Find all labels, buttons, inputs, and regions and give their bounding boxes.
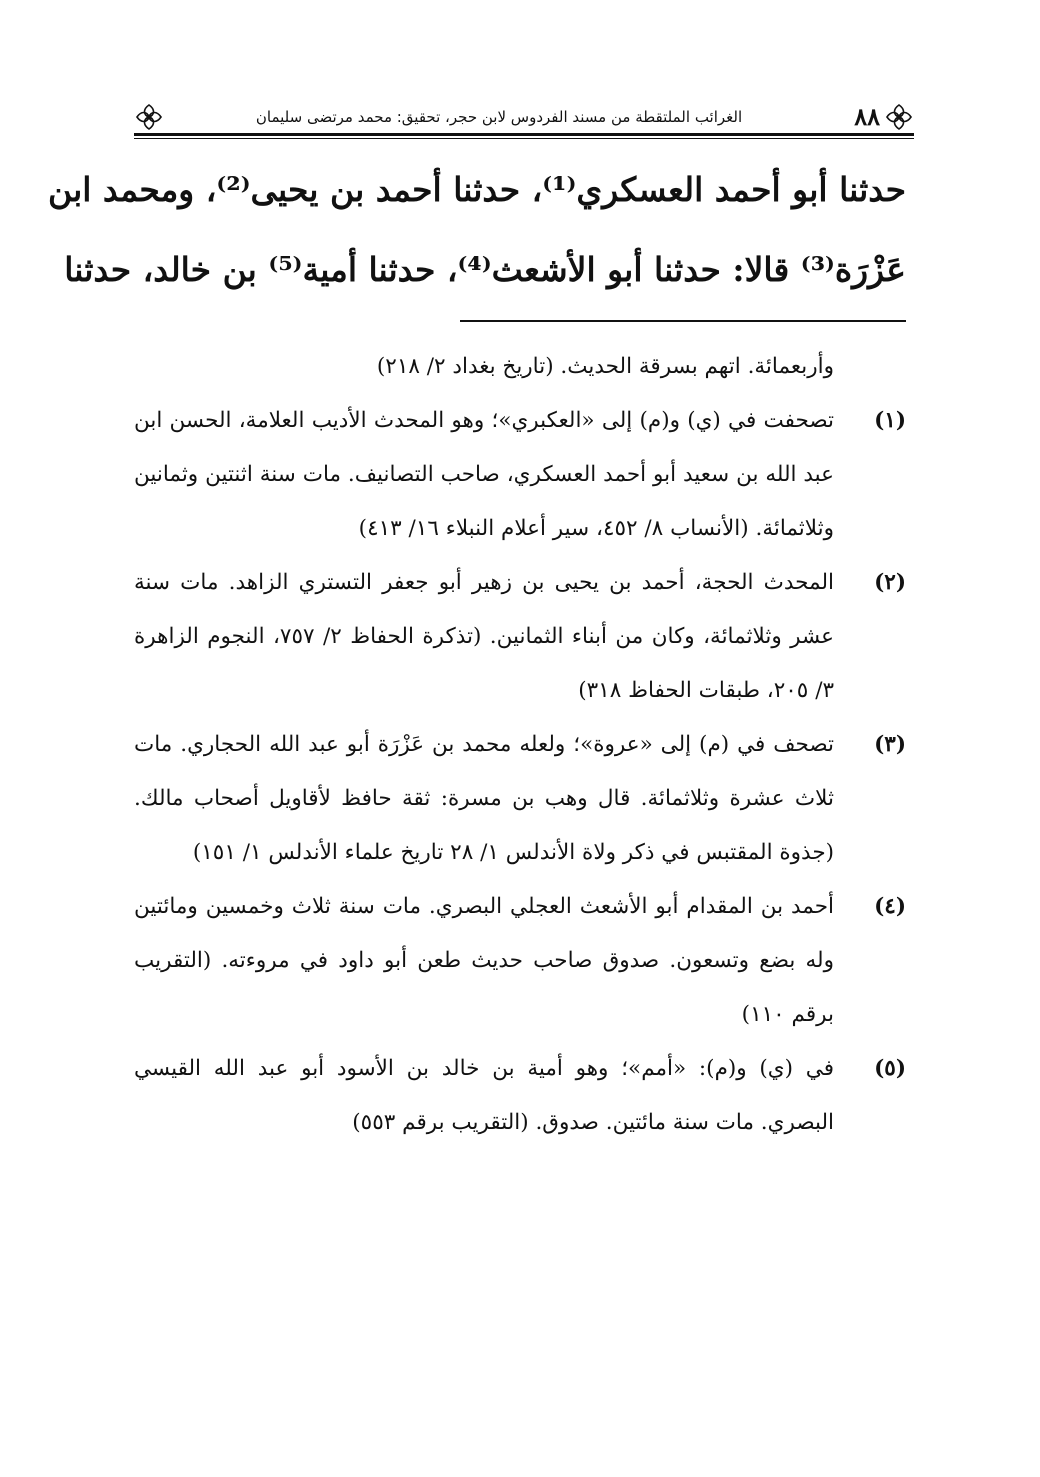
footnote-number: (٥) <box>874 1056 906 1081</box>
main-text-line: حدثنا أبو أحمد العسكري⁽¹⁾، حدثنا أحمد بن يحيى⁽²⁾، ومحمد ابن <box>47 170 906 209</box>
footnote-number: (٣) <box>874 732 906 757</box>
header-rule-thick <box>134 133 914 136</box>
footnote-separator <box>460 320 906 322</box>
main-text <box>47 150 906 310</box>
footnote-item <box>134 394 906 556</box>
header-rule-thin <box>134 138 914 139</box>
footnote-number: (٤) <box>874 894 906 919</box>
footnote-item <box>134 556 906 718</box>
floral-ornament-icon <box>884 102 914 132</box>
footnote-item <box>134 1042 906 1150</box>
footnote-number: (١) <box>874 408 906 433</box>
footnote-text: في (ي) و(م): «أمم»؛ وهو أمية بن خالد بن الأسود أبو عبد الله القيسي البصري. مات سنة مائتين. صدوق. (التقريب برقم ٥٥٣) <box>134 1056 834 1135</box>
footnotes <box>134 340 906 1150</box>
running-header <box>134 96 914 140</box>
footnote-continuation: وأربعمائة. اتهم بسرقة الحديث. (تاريخ بغداد ٢/ ٢١٨) <box>376 354 834 379</box>
footnote-text: تصحف في (م) إلى «عروة»؛ ولعله محمد بن عَزْرَة أبو عبد الله الحجاري. مات ثلاث عشرة وثلاثمائة. قال وهب بن مسرة: ثقة حافظ لأقاويل أصحاب مالك. (جذوة المقتبس في ذكر ولاة الأندلس ١/ ٢٨ تاريخ علماء الأندلس ١/ ١٥١) <box>134 732 834 865</box>
footnote-text: تصحفت في (ي) و(م) إلى «العكبري»؛ وهو المحدث الأديب العلامة، الحسن ابن عبد الله بن سعيد أبو أحمد العسكري، صاحب التصانيف. مات سنة اثنتين وثمانين وثلاثمائة. (الأنساب ٨/ ٤٥٢، سير أعلام النبلاء ١٦/ ٤١٣) <box>134 408 834 541</box>
floral-ornament-icon <box>134 102 164 132</box>
footnote-item <box>134 718 906 880</box>
footnote-text: أحمد بن المقدام أبو الأشعث العجلي البصري. مات سنة ثلاث وخمسين ومائتين وله بضع وتسعون. صدوق صاحب حديث طعن أبو داود في مروءته. (التقريب برقم ١١٠) <box>134 894 834 1027</box>
footnote-item <box>134 880 906 1042</box>
footnote-text: المحدث الحجة، أحمد بن يحيى بن زهير أبو جعفر التستري الزاهد. مات سنة عشر وثلاثمائة، وكان من أبناء الثمانين. (تذكرة الحفاظ ٢/ ٧٥٧، النجوم الزاهرة ٣/ ٢٠٥، طبقات الحفاظ ٣١٨) <box>134 570 835 703</box>
main-text-line: عَزْرَة⁽³⁾ قالا: حدثنا أبو الأشعث⁽⁴⁾، حدثنا أمية⁽⁵⁾ بن خالد، حدثنا <box>64 250 906 289</box>
running-title: الغرائب الملتقطة من مسند الفردوس لابن حجر، تحقيق: محمد مرتضى سليمان <box>255 108 743 126</box>
footnote-number: (٢) <box>874 570 906 595</box>
page-number: ٨٨ <box>854 102 880 131</box>
